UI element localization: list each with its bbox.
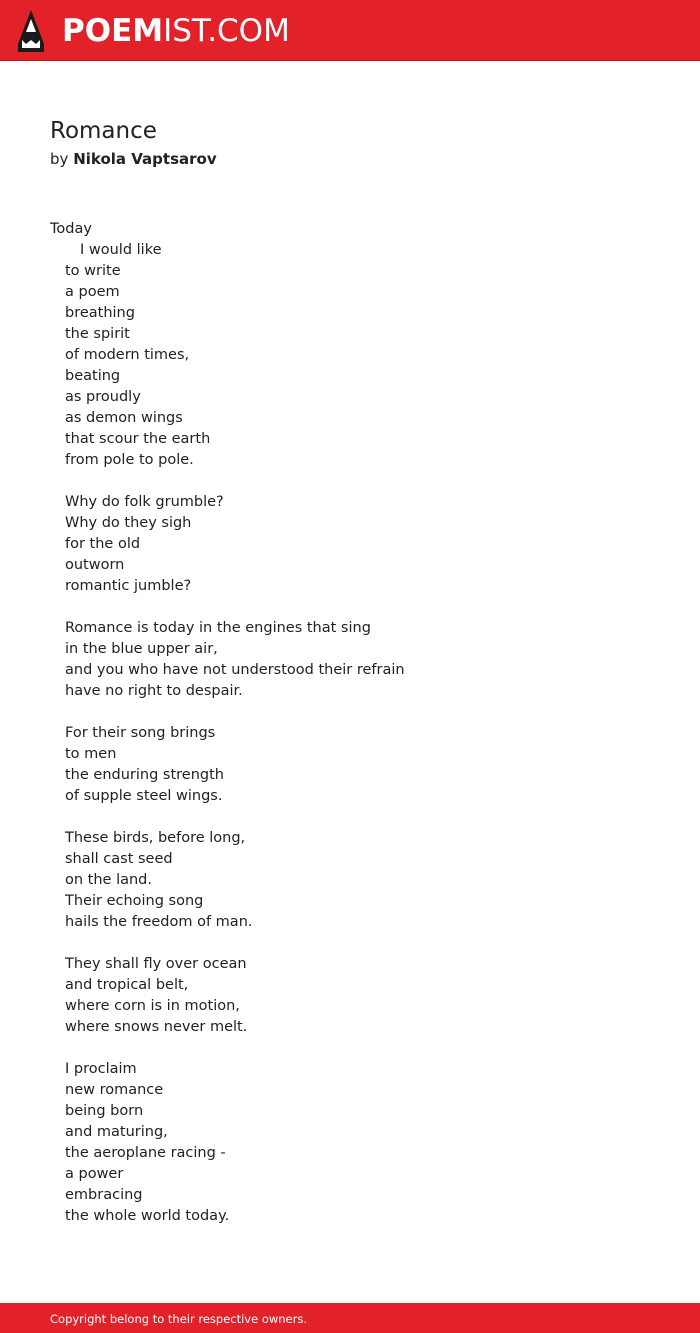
author-name: Nikola Vaptsarov [73,150,217,168]
poem-line: and you who have not understood their refrain [65,662,405,678]
poem-line: romantic jumble? [65,578,192,594]
site-logo-link[interactable] [62,11,290,51]
poem-line: Why do they sigh [65,515,192,531]
poem-line: in the blue upper air, [65,641,218,657]
poem-line: on the land. [65,872,152,888]
byline [50,149,217,169]
poem-line-blank [50,807,650,828]
by-label: by [50,150,69,168]
poem-line: Why do folk grumble? [65,494,224,510]
poem-line-blank [50,933,650,954]
poem-line: a power [65,1166,124,1182]
poem-line: to men [65,746,117,762]
poem-line: the enduring strength [65,767,224,783]
poem-line: outworn [65,557,125,573]
poem-line: I proclaim [65,1061,137,1077]
poem-line-blank [50,1038,650,1059]
poem-line: of supple steel wings. [65,788,223,804]
poem-line: the whole world today. [65,1208,230,1224]
poem-line: to write [65,263,121,279]
poem-line: and tropical belt, [65,977,189,993]
poem-line: Romance is today in the engines that sing [65,620,371,636]
brand-light: IST.COM [163,13,290,49]
site-header [0,0,700,61]
poem-line: breathing [65,305,135,321]
poem-line: I would like [80,242,162,258]
poem-line: have no right to despair. [65,683,243,699]
pencil-icon[interactable] [18,10,44,52]
poem-line: being born [65,1103,144,1119]
poem-line-blank [50,702,650,723]
poem-line: embracing [65,1187,143,1203]
brand-bold: POEM [62,13,164,49]
poem-line: They shall fly over ocean [65,956,247,972]
poem-title: Romance [50,118,157,144]
poem-line: as demon wings [65,410,183,426]
poem-line: the spirit [65,326,130,342]
copyright-text: Copyright belong to their respective owners. [50,1312,308,1326]
poem-line: For their song brings [65,725,216,741]
poem-line: and maturing, [65,1124,168,1140]
poem-line: new romance [65,1082,164,1098]
poem-line: a poem [65,284,120,300]
poem-line: that scour the earth [65,431,211,447]
poem-line-blank [50,597,650,618]
poem-line: Their echoing song [65,893,204,909]
poem-line-blank [50,471,650,492]
poem-body [50,219,650,1227]
poem-line: from pole to pole. [65,452,194,468]
poem-line: Today [50,221,92,237]
poem-line: beating [65,368,121,384]
poem-line: as proudly [65,389,141,405]
poem-line: where snows never melt. [65,1019,248,1035]
poem-line: where corn is in motion, [65,998,240,1014]
poem-line: These birds, before long, [65,830,246,846]
poem-line: hails the freedom of man. [65,914,253,930]
site-footer [0,1303,700,1333]
poem-line: shall cast seed [65,851,173,867]
poem-line: the aeroplane racing - [65,1145,226,1161]
poem-line: of modern times, [65,347,190,363]
poem-line: for the old [65,536,141,552]
